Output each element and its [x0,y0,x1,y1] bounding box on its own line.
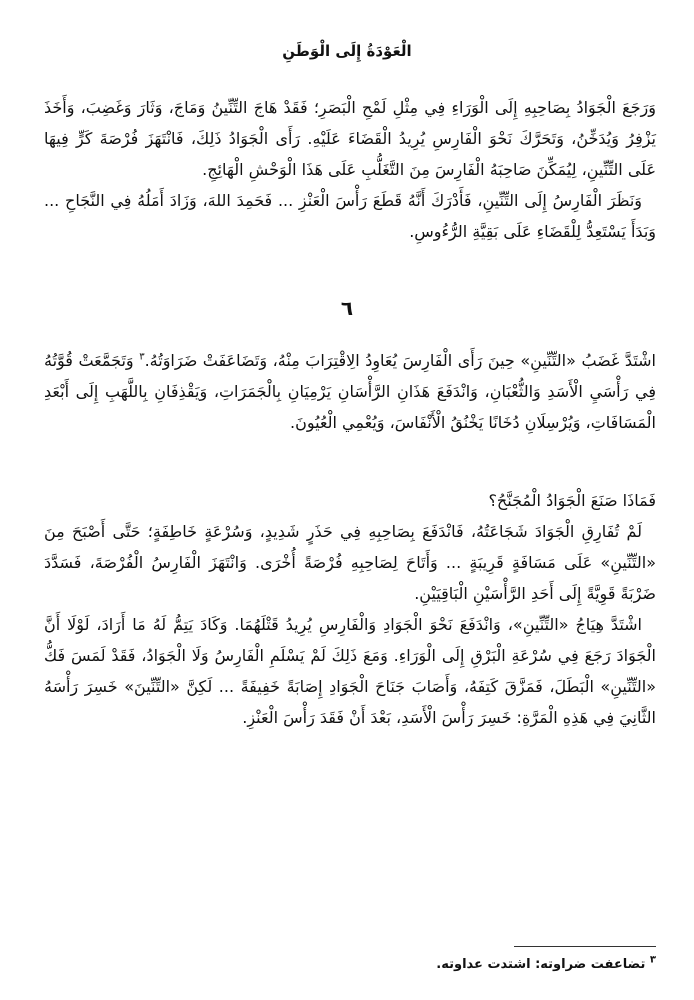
paragraph-3-start: اشْتَدَّ غَضَبُ «التِّنِّينِ» حِينَ رَأَى الْفَارِسَ يُعَاوِدُ الِاقْتِرَابَ مِنْهُ، وَتَضَاعَفَتْ ضَرَاوَتُهُ. [144,351,657,370]
section-3 [44,485,656,733]
paragraph-3 [44,345,656,438]
paragraph-4: لَمْ تُفَارِقِ الْجَوَادَ شَجَاعَتُهُ، فَانْدَفَعَ بِصَاحِبِهِ فِي حَذَرٍ شَدِيدٍ، وَسُرْعَةٍ خَاطِفَةٍ؛ حَتَّى أَصْبَحَ مِنَ «التِّنِّينِ» عَلَى مَسَافَةٍ قَرِيبَةٍ ... وَأَتَاحَ لِصَاحِبِهِ فُرْصَةً أُخْرَى. وَانْتَهَزَ الْفَارِسُ الْفُرْصَةَ، فَسَدَّدَ ضَرْبَةً قَوِيَّةً إِلَى أَحَدِ الرَّأْسَيْنِ الْبَاقِيَيْنِ. [44,522,656,603]
section-1 [44,92,656,247]
page-header-title: الْعَوْدَةُ إِلَى الْوَطَنِ [282,42,412,60]
paragraph-5: اشْتَدَّ هِيَاجُ «التِّنِّينِ»، وَانْدَفَعَ نَحْوَ الْجَوَادِ وَالْفَارِسِ يُرِيدُ قَتْلَهُمَا. وَكَادَ يَتِمُّ لَهُ مَا أَرَادَ، لَوْلَا أَنَّ الْجَوَادَ رَجَعَ فِي سُرْعَةِ الْبَرْقِ إِلَى الْوَرَاءِ. وَمَعَ ذَلِكَ لَمْ يَسْلَمِ الْفَارِسُ وَلَا الْجَوَادُ، فَقَدْ لَمَسَ فَكُّ «التِّنِّينِ» الْبَطَلَ، فَمَزَّقَ كَتِفَهُ، وَأَصَابَ جَنَاحَ الْجَوَادِ إِصَابَةً خَفِيفَةً ... لَكِنَّ «التِّنِّينَ» خَسِرَ رَأْسَهُ الثَّانِيَ فِي هَذِهِ الْمَرَّةِ: خَسِرَ رَأْسَ الْأَسَدِ، بَعْدَ أَنْ فَقَدَ رَأْسَ الْعَنْزِ. [44,615,656,727]
paragraph-2: وَنَظَرَ الْفَارِسُ إِلَى التِّنِّينِ، فَأَدْرَكَ أَنَّهُ قَطَعَ رَأْسَ الْعَنْزِ ... فَحَمِدَ اللهَ، وَزَادَ أَمَلُهُ فِي النَّجَاحِ ... وَبَدَأَ يَسْتَعِدُّ لِلْقَضَاءِ عَلَى بَقِيَّةِ الرُّءُوسِ. [44,191,656,241]
footnote [256,955,656,975]
section-2 [44,345,656,438]
footnote-ref: ٣ [139,351,145,363]
paragraph-3-rest: وَتَجَمَّعَتْ قُوَّتُهُ فِي رَأْسَيِ الْأَسَدِ وَالثُّعْبَانِ، وَانْدَفَعَ هَذَانِ الرَّأْسَانِ يَرْمِيَانِ بِالْجَمَرَاتِ، وَيَقْذِفَانِ بِاللَّهَبِ إِلَى أَبْعَدِ الْمَسَافَاتِ، وَيُرْسِلَانِ دُخَانًا يَخْنُقُ الْأَنْفَاسَ، وَيُعْمِي الْعُيُونَ. [44,351,656,432]
footnote-text: تضاعفت ضراوته: اشتدت عداوته. [436,957,646,972]
section-number: ٦ [340,296,354,320]
footnote-divider [514,946,656,947]
question-line: فَمَاذَا صَنَعَ الْجَوَادُ الْمُجَنَّحُ؟ [488,491,656,510]
footnote-marker: ٣ [649,954,656,966]
paragraph-1: وَرَجَعَ الْجَوَادُ بِصَاحِبِهِ إِلَى الْوَرَاءِ فِي مِثْلِ لَمْحِ الْبَصَرِ؛ فَقَدْ هَاجَ التِّنِّينُ وَمَاجَ، وَثَارَ وَغَضِبَ، وَأَخَذَ يَزْفِرُ وَيُدَخِّنُ، وَتَحَرَّكَ نَحْوَ الْفَارِسِ يُرِيدُ الْقَضَاءَ عَلَيْهِ. رَأَى الْجَوَادُ ذَلِكَ، فَانْتَهَزَ فُرْصَةَ كَرٍّ فِيهَا عَلَى التِّنِّينِ، لِيُمَكِّنَ صَاحِبَهُ الْفَارِسَ مِنَ التَّغَلُّبِ عَلَى هَذَا الْوَحْشِ الْهَائِجِ. [44,98,656,179]
